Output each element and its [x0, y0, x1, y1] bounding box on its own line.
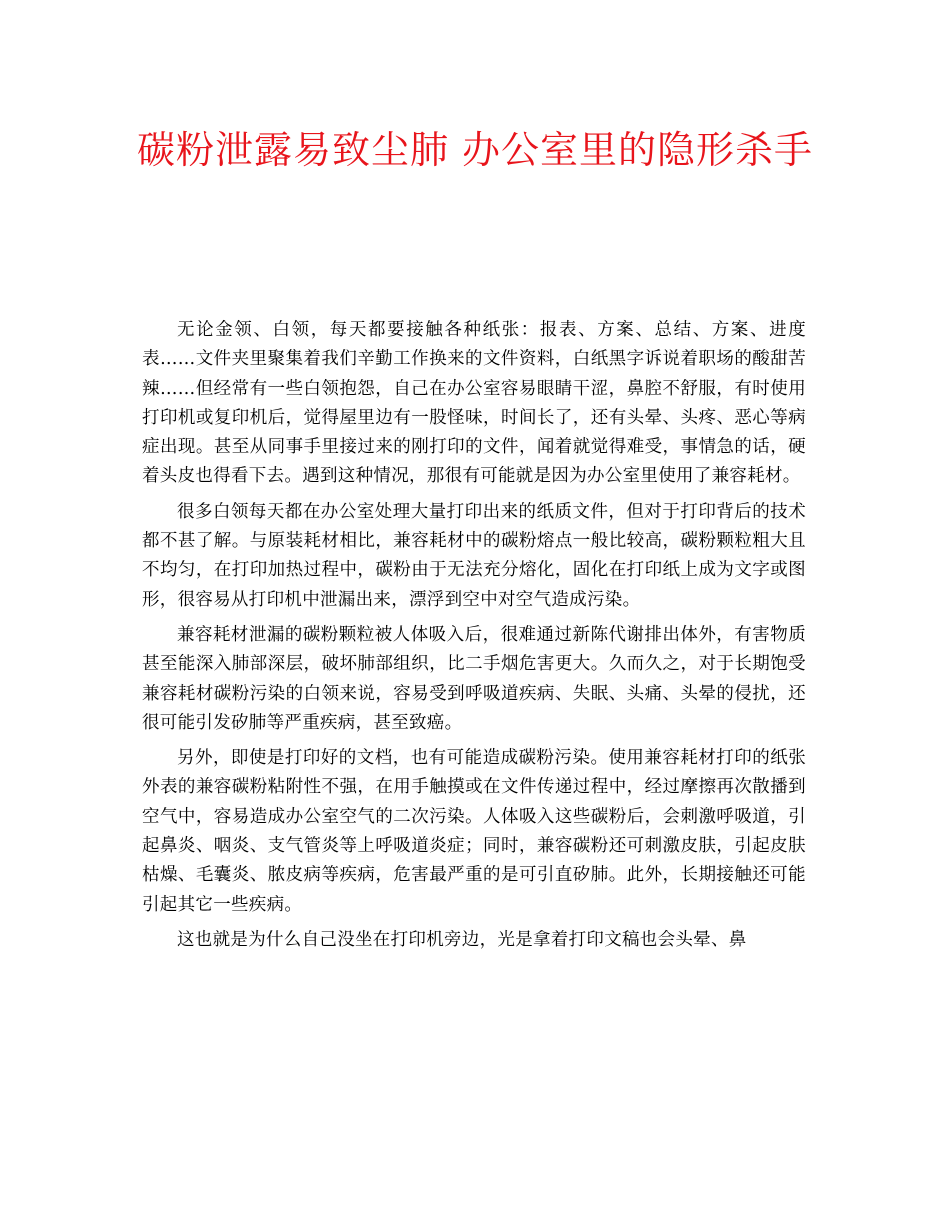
paragraph-1: 无论金领、白领，每天都要接触各种纸张：报表、方案、总结、方案、进度表……文件夹里聚集着我们辛勤工作换来的文件资料，白纸黑字诉说着职场的酸甜苦辣……但经常有一些白领抱怨，自己在办公室容易眼睛干涩，鼻腔不舒服，有时使用打印机或复印机后，觉得屋里边有一股怪味，时间长了，还有头晕、头疼、恶心等病症出现。甚至从同事手里接过来的刚打印的文件，闻着就觉得难受，事情急的话，硬着头皮也得看下去。遇到这种情况，那很有可能就是因为办公室里使用了兼容耗材。 — [142, 320, 806, 487]
paragraph-3: 兼容耗材泄漏的碳粉颗粒被人体吸入后，很难通过新陈代谢排出体外，有害物质甚至能深入肺部深层，破坏肺部组织，比二手烟危害更大。久而久之，对于长期饱受兼容耗材碳粉污染的白领来说，容易受到呼吸道疾病、失眠、头痛、头晕的侵扰，还很可能引发矽肺等严重疾病，甚至致癌。 — [142, 624, 806, 733]
paragraph-2: 很多白领每天都在办公室处理大量打印出来的纸质文件，但对于打印背后的技术都不甚了解。与原装耗材相比，兼容耗材中的碳粉熔点一般比较高，碳粉颗粒粗大且不均匀，在打印加热过程中，碳粉由于无法充分熔化，固化在打印纸上成为文字或图形，很容易从打印机中泄漏出来，漂浮到空中对空气造成污染。 — [142, 501, 806, 610]
paragraph-4: 另外，即使是打印好的文档，也有可能造成碳粉污染。使用兼容耗材打印的纸张外表的兼容碳粉粘附性不强，在用手触摸或在文件传递过程中，经过摩擦再次散播到空气中，容易造成办公室空气的二次污染。人体吸入这些碳粉后，会刺激呼吸道，引起鼻炎、咽炎、支气管炎等上呼吸道炎症；同时，兼容碳粉还可刺激皮肤，引起皮肤枯燥、毛囊炎、脓皮病等疾病，危害最严重的是可引直矽肺。此外，长期接触还可能引起其它一些疾病。 — [142, 748, 806, 915]
paragraph-5: 这也就是为什么自己没坐在打印机旁边，光是拿着打印文稿也会头晕、鼻 — [177, 929, 747, 950]
document-title: 碳粉泄露易致尘肺 办公室里的隐形杀手 — [136, 128, 814, 172]
document-body — [142, 316, 806, 961]
